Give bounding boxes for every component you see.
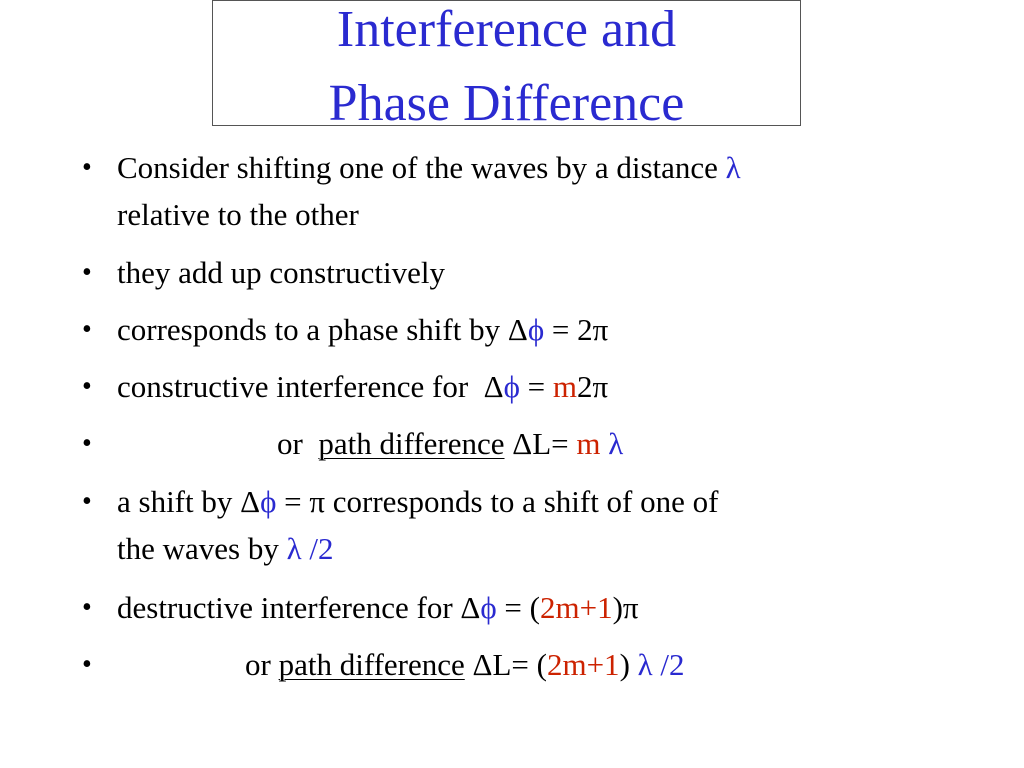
bullet-marker: • [82,428,92,459]
bullet-text [117,307,947,352]
lambda-symbol: λ [725,150,741,185]
bullet-marker: • [82,486,92,517]
bullet-marker: • [82,152,92,183]
bullet-5-lead: or [277,426,319,461]
bullet-6-line-2: the waves by [117,531,287,566]
bullet-marker: • [82,371,92,402]
bullet-3-rest: = 2π [544,312,609,347]
bullet-1-line-2: relative to the other [117,197,359,232]
m-symbol: m [552,369,578,404]
bullet-marker: • [82,592,92,623]
delta-l-label: ΔL= ( [464,647,547,682]
bullet-1-text: Consider shifting one of the waves by a distance [117,150,726,185]
slide-title-line-2: Phase Difference [328,75,685,132]
delta-symbol: Δ [460,590,481,625]
phi-symbol: ϕ [527,312,545,347]
bullet-text [117,585,947,630]
bullet-6-rest: = π corresponds to a shift of one of [276,484,719,519]
bullet-4-text: constructive interference for [117,369,484,404]
bullet-text [277,421,1024,466]
bullet-3-text: corresponds to a phase shift by [117,312,508,347]
lambda-half: λ /2 [637,647,685,682]
path-difference-label: path difference [318,426,505,461]
two-m-plus-one: 2m+1 [539,590,613,625]
equals-sign: = [519,369,553,404]
bullet-text [117,145,947,190]
slide-title-line-1: Interference and [336,1,677,58]
delta-symbol: Δ [507,312,528,347]
bullet-text [117,526,947,571]
two-pi: 2π [577,369,609,404]
bullet-2-text: they add up constructively [117,255,445,290]
delta-l-label: ΔL= [504,426,577,461]
bullet-marker: • [82,314,92,345]
bullet-marker: • [82,649,92,680]
bullet-6-text: a shift by [117,484,241,519]
phi-symbol: ϕ [480,590,497,625]
delta-symbol: Δ [240,484,261,519]
lambda-symbol: λ [600,426,624,461]
path-difference-label: path difference [278,647,465,682]
phi-symbol: ϕ [260,484,277,519]
delta-symbol: Δ [483,369,504,404]
phi-symbol: ϕ [503,369,520,404]
m-symbol: m [576,426,601,461]
bullet-8-lead: or [245,647,279,682]
bullet-7-text: destructive interference for [117,590,461,625]
bullet-text [245,642,1024,687]
bullet-text [117,364,947,409]
two-m-plus-one: 2m+1 [546,647,620,682]
bullet-marker: • [82,257,92,288]
close-pi: )π [612,590,639,625]
bullet-text [117,479,947,524]
equals-open: = ( [496,590,540,625]
close-paren: ) [619,647,638,682]
lambda-half: λ /2 [286,531,334,566]
